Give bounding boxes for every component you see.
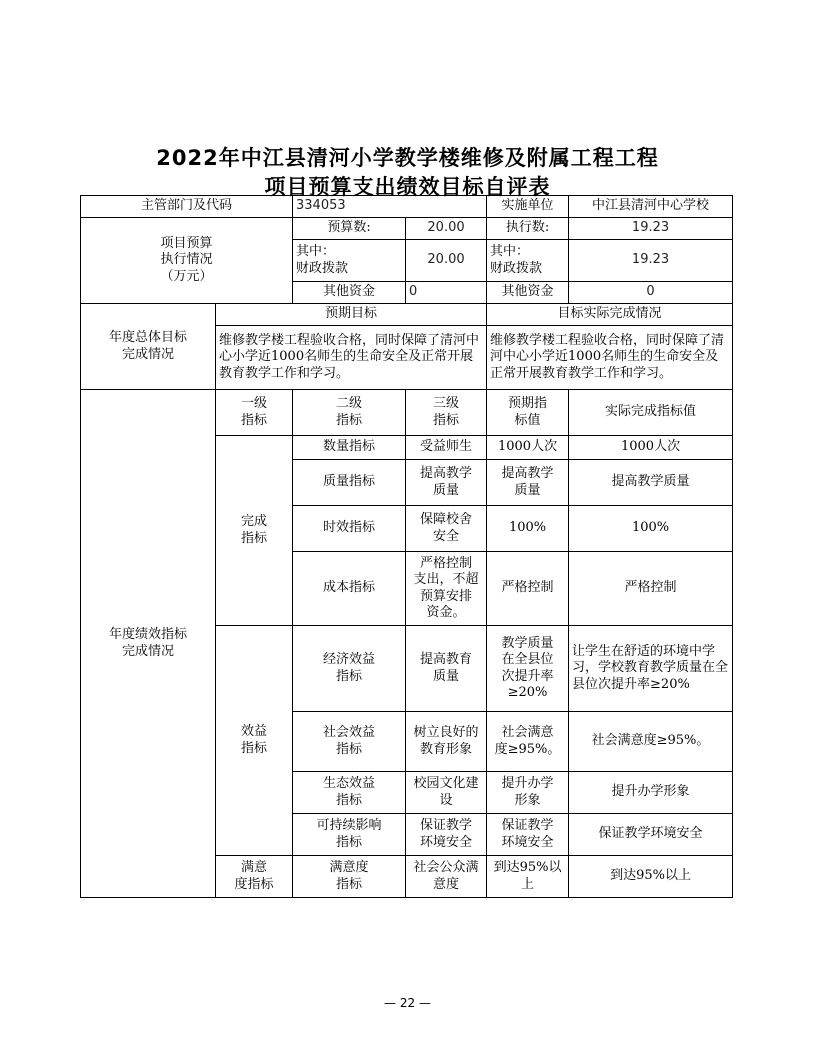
level3-indicator: 校园文化建 设: [406, 772, 487, 814]
exec-amount-value: 19.23: [569, 218, 733, 240]
group-benefit: 效益 指标: [216, 626, 293, 856]
level3-indicator: 受益师生: [406, 436, 487, 460]
actual-value: 严格控制: [569, 552, 733, 626]
fiscal-label-exec: 其中： 财政拨款: [487, 240, 569, 282]
expected-value: 到达95%以 上: [487, 856, 569, 898]
level3-indicator: 保证教学 环境安全: [406, 814, 487, 856]
actual-value: 提升办学形象: [569, 772, 733, 814]
level2-indicator: 数量指标: [293, 436, 406, 460]
level2-indicator: 可持续影响 指标: [293, 814, 406, 856]
actual-value: 社会满意度≥95%。: [569, 712, 733, 772]
expected-goal-header: 预期目标: [216, 304, 487, 326]
performance-label: 年度绩效指标 完成情况: [81, 390, 216, 898]
level3-indicator: 保障校舍 安全: [406, 506, 487, 552]
col-expected-header: 预期指 标值: [487, 390, 569, 436]
expected-value: 教学质量 在全县位 次提升率 ≥20%: [487, 626, 569, 712]
expected-goal-text: 维修教学楼工程验收合格，同时保障了清河中心小学近1000名师生的生命安全及正常开展教育教学工作和学习。: [216, 326, 487, 390]
unit-label: 实施单位: [487, 196, 569, 218]
expected-value: 提升办学 形象: [487, 772, 569, 814]
level2-indicator: 成本指标: [293, 552, 406, 626]
actual-value: 保证教学环境安全: [569, 814, 733, 856]
level3-indicator: 树立良好的 教育形象: [406, 712, 487, 772]
col-level2-header: 二级 指标: [293, 390, 406, 436]
fiscal-label-budget: 其中： 财政拨款: [293, 240, 406, 282]
actual-value: 让学生在舒适的环境中学习，学校教育教学质量在全县位次提升率≥20%: [569, 626, 733, 712]
budget-amount-value: 20.00: [406, 218, 487, 240]
level3-indicator: 提高教学 质量: [406, 460, 487, 506]
col-level1-header: 一级 指标: [216, 390, 293, 436]
level2-indicator: 时效指标: [293, 506, 406, 552]
level2-indicator: 社会效益 指标: [293, 712, 406, 772]
budget-amount-label: 预算数:: [293, 218, 406, 240]
unit-value: 中江县清河中心学校: [569, 196, 733, 218]
dept-code: 334053: [293, 196, 487, 218]
level3-indicator: 严格控制 支出，不超 预算安排 资金。: [406, 552, 487, 626]
performance-table: [80, 195, 733, 898]
other-funds-label-budget: 其他资金: [293, 282, 406, 304]
expected-value: 社会满意 度≥95%。: [487, 712, 569, 772]
actual-goal-header: 目标实际完成情况: [487, 304, 733, 326]
expected-value: 1000人次: [487, 436, 569, 460]
actual-value: 1000人次: [569, 436, 733, 460]
expected-value: 提高教学 质量: [487, 460, 569, 506]
expected-value: 保证教学 环境安全: [487, 814, 569, 856]
group-satisfaction: 满意 度指标: [216, 856, 293, 898]
level2-indicator: 经济效益 指标: [293, 626, 406, 712]
col-level3-header: 三级 指标: [406, 390, 487, 436]
level2-indicator: 满意度 指标: [293, 856, 406, 898]
document-title: 2022年中江县清河小学教学楼维修及附属工程工程: [156, 146, 659, 170]
page-number: — 22 —: [384, 996, 431, 1010]
actual-goal-text: 维修教学楼工程验收合格，同时保障了清河中心小学近1000名师生的生命安全及正常开展教育教学工作和学习。: [487, 326, 733, 390]
level3-indicator: 提高教育 质量: [406, 626, 487, 712]
other-funds-label-exec: 其他资金: [487, 282, 569, 304]
level3-indicator: 社会公众满 意度: [406, 856, 487, 898]
other-budget-value: 0: [406, 282, 487, 304]
dept-label: 主管部门及代码: [81, 196, 293, 218]
actual-value: 提高教学质量: [569, 460, 733, 506]
group-completion: 完成 指标: [216, 436, 293, 626]
exec-amount-label: 执行数:: [487, 218, 569, 240]
level2-indicator: 生态效益 指标: [293, 772, 406, 814]
annual-goal-label: 年度总体目标 完成情况: [81, 304, 216, 390]
expected-value: 严格控制: [487, 552, 569, 626]
actual-value: 100%: [569, 506, 733, 552]
budget-exec-label: 项目预算 执行情况 （万元）: [81, 218, 293, 304]
other-exec-value: 0: [569, 282, 733, 304]
expected-value: 100%: [487, 506, 569, 552]
fiscal-budget-value: 20.00: [406, 240, 487, 282]
fiscal-exec-value: 19.23: [569, 240, 733, 282]
document-subtitle: 项目预算支出绩效目标自评表: [264, 175, 551, 199]
level2-indicator: 质量指标: [293, 460, 406, 506]
actual-value: 到达95%以上: [569, 856, 733, 898]
col-actual-header: 实际完成指标值: [569, 390, 733, 436]
